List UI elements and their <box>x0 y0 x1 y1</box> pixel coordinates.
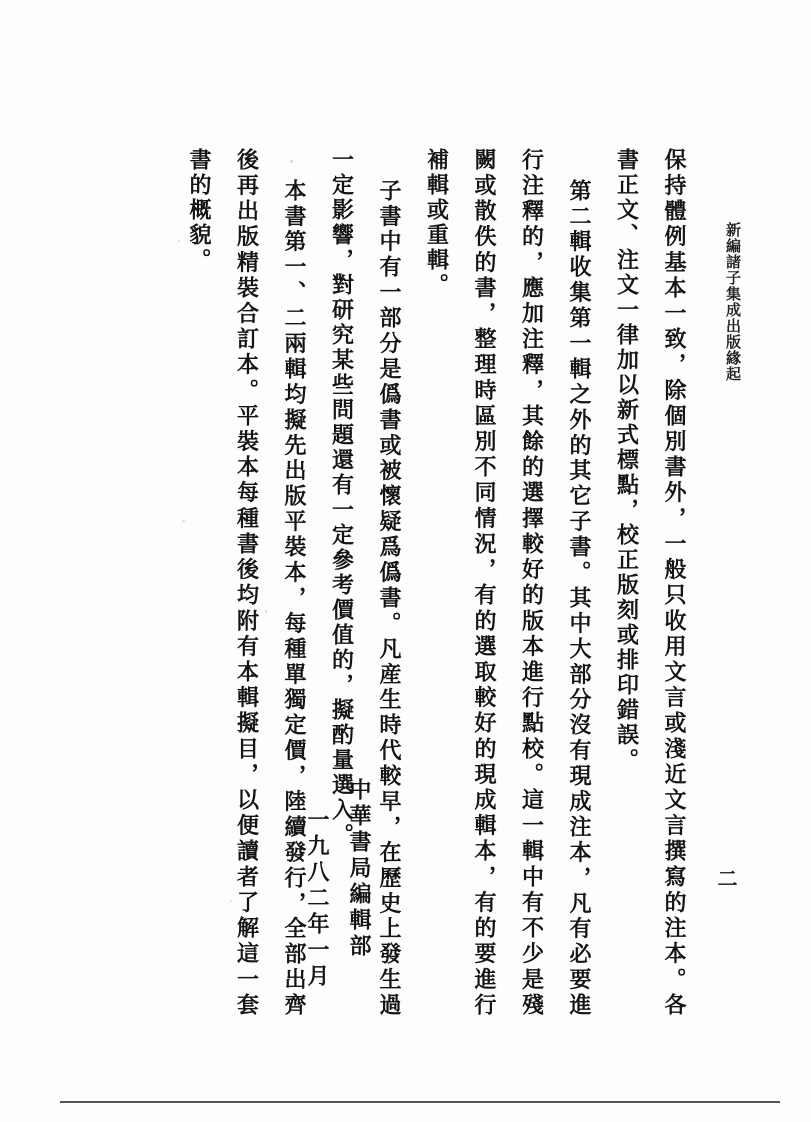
signature-date: 一九八二年一月 <box>304 808 330 990</box>
scan-speckle <box>178 240 180 242</box>
running-header: 新編諸子集成出版緣起 <box>724 222 742 382</box>
signature-block <box>300 778 380 1008</box>
paragraph-4: 本書第一、二兩輯均擬先出版平裝本，每種單獨定價，陸續發行，全部出齊後再出版精裝合訂本。平裝本每種書後均附有本輯擬目，以便讀者了解這一套書的概貌。 <box>186 148 307 1018</box>
scan-speckle <box>182 520 185 522</box>
paragraph-3: 子書中有一部分是僞書或被懷疑爲僞書。凡産生時代較早，在歷史上發生過一定影響，對研究某些問題還有一定參考價值的，擬酌量選入。 <box>328 148 402 1018</box>
scan-speckle <box>230 900 232 902</box>
paragraph-1: 保持體例基本一致，除個別書外，一般只收用文言或淺近文言撰寫的注本。各書正文、注文一律加以新式標點，校正版刻或排印錯誤。 <box>613 148 687 1018</box>
scan-speckle <box>265 610 267 613</box>
scan-speckle <box>520 690 522 692</box>
page-bottom-rule <box>60 1101 780 1103</box>
page-number: 二 <box>714 868 738 888</box>
scan-speckle <box>290 160 293 163</box>
signature-organization: 中華書局編輯部 <box>346 778 372 960</box>
paragraph-2: 第二輯收集第一輯之外的其它子書。其中大部分沒有現成注本，凡有必要進行注釋的，應加注釋，其餘的選擇較好的版本進行點校。這一輯中有不少是殘闕或散佚的書，整理時區別不同情況，有的選取較好的現成輯本，有的要進行補輯或重輯。 <box>423 148 592 1018</box>
